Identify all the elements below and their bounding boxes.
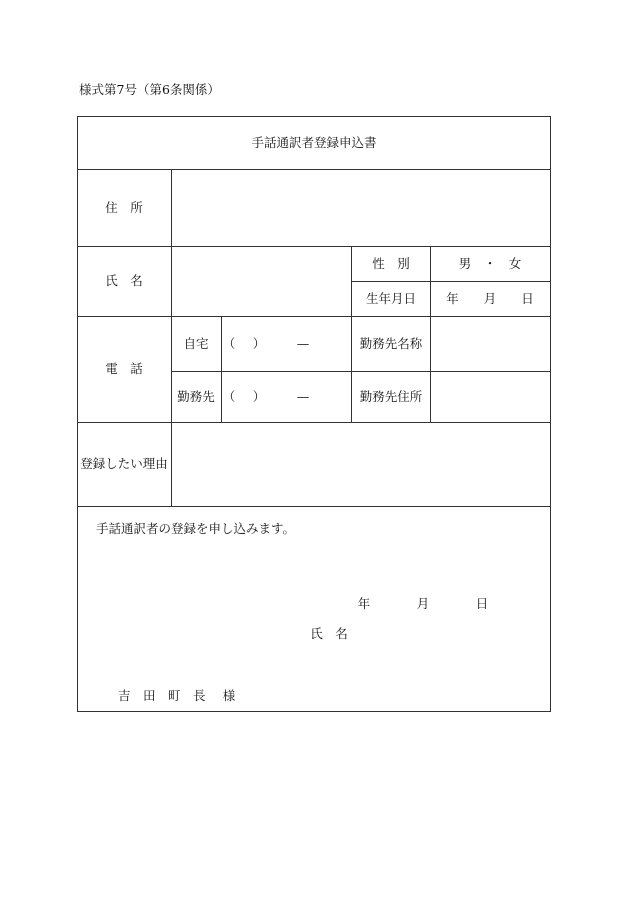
row-divider [77, 246, 551, 247]
employer-name-field[interactable] [432, 318, 549, 370]
work-phone-label: 勤務先 [177, 388, 215, 404]
home-phone-label: 自宅 [183, 335, 209, 351]
home-phone-field[interactable] [223, 318, 349, 370]
date-day-label: 日 [475, 595, 489, 611]
column-divider [171, 169, 172, 506]
form-title: 手話通訳者登録申込書 [251, 134, 377, 150]
addressee-text: 吉 田 町 長 [118, 687, 206, 703]
address-label: 住 所 [105, 199, 143, 215]
birthdate-value[interactable]: 年 月 日 [446, 290, 534, 306]
form-number: 様式第7号（第6条関係） [79, 82, 220, 97]
sex-label: 性 別 [372, 255, 410, 271]
row-divider [77, 316, 551, 317]
signer-name-label: 氏 名 [310, 625, 348, 641]
sex-options[interactable]: 男 ・ 女 [458, 255, 522, 271]
work-phone-paren-close: ） [252, 388, 266, 404]
employer-name-label: 勤務先名称 [359, 335, 423, 351]
name-label: 氏 名 [105, 272, 143, 288]
column-divider [221, 316, 222, 422]
row-divider [77, 422, 551, 423]
date-month-label: 月 [416, 595, 430, 611]
address-field[interactable] [173, 171, 549, 245]
column-divider [351, 246, 352, 422]
phone-label: 電 話 [105, 360, 143, 376]
home-phone-paren-open: （ [222, 335, 236, 351]
declaration-text: 手話通訳者の登録を申し込みます。 [96, 520, 296, 536]
date-year-label: 年 [357, 595, 371, 611]
row-divider [351, 281, 551, 282]
employer-address-field[interactable] [432, 373, 549, 421]
reason-field[interactable] [173, 424, 549, 505]
reason-label: 登録したい理由 [80, 455, 168, 471]
work-phone-paren-open: （ [222, 388, 236, 404]
row-divider [77, 506, 551, 507]
employer-address-label: 勤務先住所 [359, 388, 423, 404]
home-phone-paren-close: ） [252, 335, 266, 351]
work-phone-field[interactable] [223, 373, 349, 421]
work-phone-dash: — [296, 388, 310, 404]
addressee-honorific: 様 [222, 687, 236, 703]
birthdate-label: 生年月日 [365, 290, 417, 306]
name-field[interactable] [173, 248, 349, 315]
row-divider [171, 371, 551, 372]
column-divider [430, 246, 431, 422]
home-phone-dash: — [296, 335, 310, 351]
row-divider [77, 169, 551, 170]
